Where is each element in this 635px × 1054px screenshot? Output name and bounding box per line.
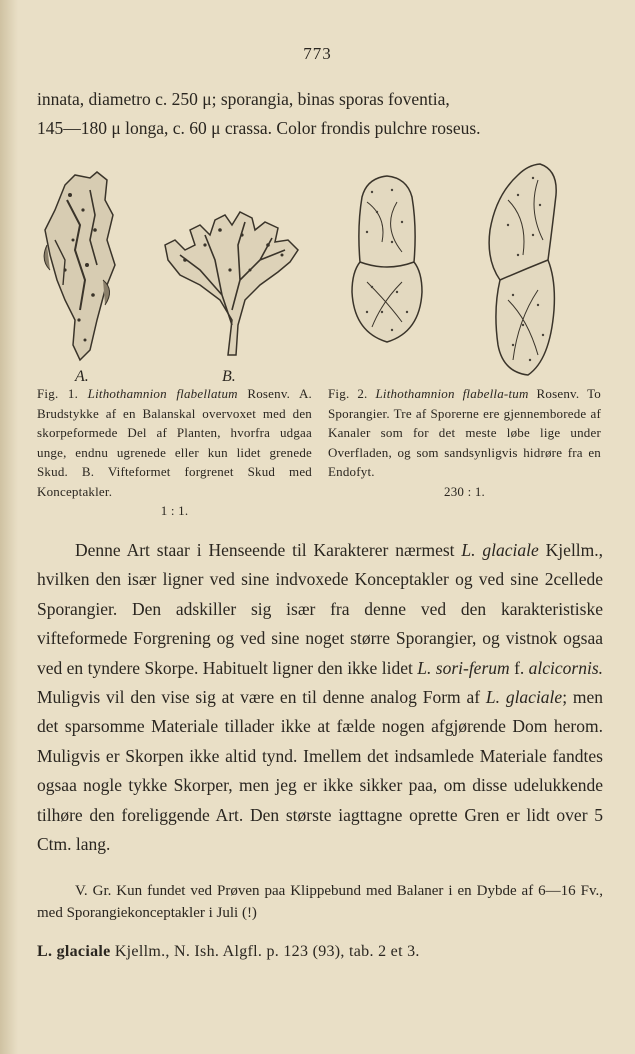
figure-1-title: Lithothamnion flabellatum: [87, 386, 238, 401]
figure-1a-illustration: [35, 170, 125, 365]
page-number: 773: [303, 44, 332, 63]
figure-area: [0, 160, 635, 385]
figure-2-description: Rosenv. To Sporangier. Tre af Sporerne ere gjennemborede af Kanaler som for det meste løbe lige under Overfladen, og som sandsynligvis hidrøre fra en Endofyt.: [328, 386, 601, 479]
figure-1a-label: A.: [75, 368, 89, 385]
species-name-glaciale: L. glaciale: [461, 540, 539, 560]
intro-text: [37, 85, 603, 142]
figure-1-caption: [37, 384, 312, 521]
figure-1-description: Rosenv. A. Brudstykke af en Balanskal overvoxet med den skorpeformede Del af Planten, hvorfra udgaa unge, endnu ugrenede eller kun lidet grenede Skud. B. Vifteformet forgrenet Skud med Konceptakler.: [37, 386, 312, 499]
main-text-b: Kjellm., hvilken den især ligner ved sine indvoxede Konceptakler og ved sine 2cellede Sporangier. Den adskiller sig især fra denne ved den karakteristiske vifteformede Forgrening og ved sine noget større Sporangier, og vistnok ogsaa ved en tyndere Skorpe. Habituelt ligner den ikke lidet: [37, 540, 604, 678]
figure-2-sporangium-right: [478, 160, 568, 380]
locality-text: V. Gr. Kun fundet ved Prøven paa Klippebund med Balaner i en Dybde af 6—16 Fv., med Sporangiekonceptakler i Juli (!): [37, 883, 603, 921]
figure-1-scale: 1 : 1.: [160, 503, 189, 518]
intro-line-1: innata, diametro c. 250 μ; sporangia, binas sporas foventia,: [37, 89, 450, 109]
page-edge-shadow: [0, 0, 18, 1054]
figure-2-sporangium-left: [342, 172, 432, 347]
figure-2-scale: 230 : 1.: [444, 483, 485, 499]
next-species-name: L. glaciale: [37, 943, 111, 960]
species-name-soriferum: L. sori-ferum: [417, 657, 510, 678]
main-text-d: Muligvis vil den vise sig at være en til denne analog Form af: [37, 687, 481, 708]
species-name-glaciale-2: L. glaciale: [485, 687, 563, 708]
figure-2-number: Fig. 2.: [328, 386, 368, 401]
figure-2-title: Lithothamnion flabella-tum: [375, 386, 529, 401]
form-name-alcicornis: alcicornis.: [528, 657, 604, 678]
main-text-c: f.: [514, 657, 525, 678]
main-paragraph: [37, 536, 603, 859]
figure-1b-label: B.: [222, 368, 236, 385]
intro-line-2: 145—180 μ longa, c. 60 μ crassa. Color frondis pulchre roseus.: [37, 117, 481, 138]
figure-1-number: Fig. 1.: [37, 386, 79, 401]
main-text-e: ; men det sparsomme Materiale tillader ikke at fælde nogen afgjørende Dom herom. Muligvis er Skorpen ikke altid tynd. Imellem det indsamlede Materiale fandtes ogsaa nogle tykke Skorper, men jeg er ikke sikker paa, om disse udelukkende tilhøre den foreliggende Art. Den største iagttagne oprette Gren er lidt over 5 Ctm. lang.: [37, 687, 603, 855]
locality-paragraph: [37, 880, 603, 924]
next-species-reference: Kjellm., N. Ish. Algfl. p. 123 (93), tab. 2 et 3.: [114, 943, 420, 960]
main-text-a: Denne Art staar i Henseende til Karakterer nærmest: [75, 540, 455, 560]
next-species-entry: [37, 943, 603, 961]
figure-1b-illustration: [160, 200, 305, 360]
figure-2-caption: [328, 384, 601, 501]
